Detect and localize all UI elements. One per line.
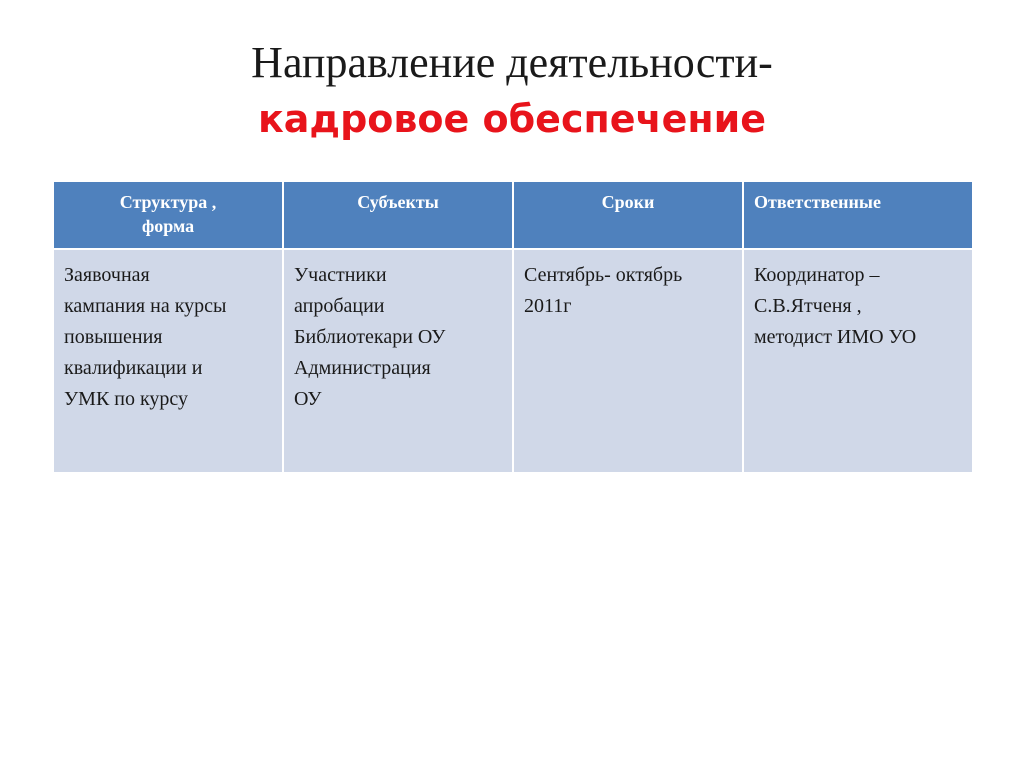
header-text: Сроки — [601, 192, 655, 212]
header-terms — [513, 181, 743, 249]
header-text: Субъекты — [357, 192, 439, 212]
cell-text: кампания на курсы — [64, 295, 227, 317]
header-text: Ответственные — [754, 192, 881, 212]
cell-subjects — [283, 249, 513, 473]
cell-text: 2011г — [524, 295, 572, 317]
header-subjects — [283, 181, 513, 249]
cell-text: методист ИМО УО — [754, 326, 917, 348]
cell-responsible — [743, 249, 973, 473]
cell-terms — [513, 249, 743, 473]
header-structure-form — [53, 181, 283, 249]
cell-text: Заявочная — [64, 264, 150, 286]
cell-text: повышения — [64, 326, 163, 348]
table-row — [53, 249, 973, 473]
cell-text: Библиотекари ОУ — [294, 326, 446, 348]
header-responsible — [743, 181, 973, 249]
header-text: Структура , — [119, 192, 217, 212]
table-header-row — [53, 181, 973, 249]
cell-text: Сентябрь- октябрь — [524, 264, 683, 286]
slide-title — [0, 34, 1024, 146]
cell-text: квалификации и — [64, 357, 203, 379]
cell-structure — [53, 249, 283, 473]
title-main: Направление деятельности- — [251, 38, 773, 87]
header-text: форма — [141, 216, 195, 236]
activity-table — [52, 180, 974, 474]
cell-text: Администрация — [294, 357, 431, 379]
cell-text: ОУ — [294, 388, 322, 410]
cell-text: Участники — [294, 264, 387, 286]
cell-text: С.В.Ятченя , — [754, 295, 862, 317]
title-highlight: кадровое обеспечение — [257, 97, 767, 141]
cell-text: УМК по курсу — [64, 388, 189, 410]
cell-text: Координатор – — [754, 264, 880, 286]
cell-text: апробации — [294, 295, 385, 317]
